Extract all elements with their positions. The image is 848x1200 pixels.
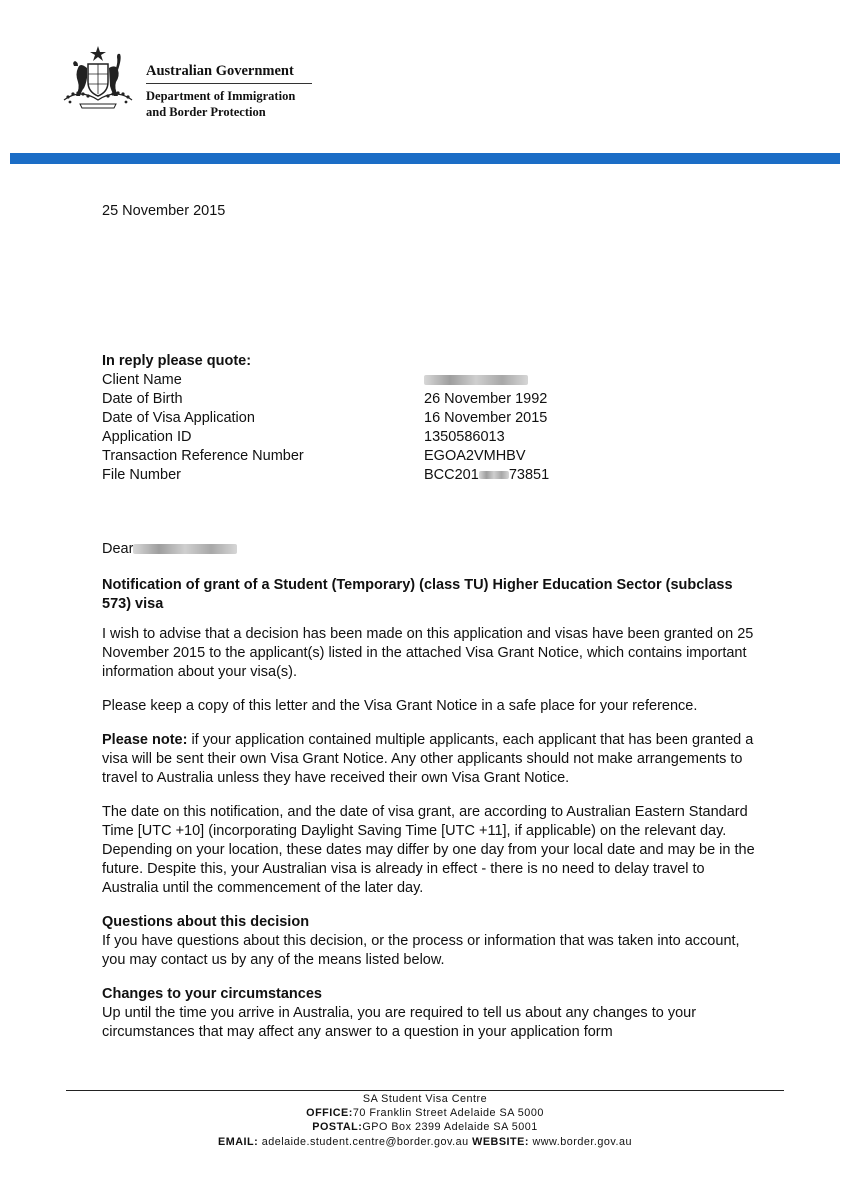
footer-office — [66, 1106, 784, 1120]
reference-row — [102, 466, 602, 485]
office-label: OFFICE: — [306, 1107, 353, 1120]
paragraph: Please keep a copy of this letter and the Visa Grant Notice in a safe place for your reference. — [102, 698, 698, 714]
reference-value — [424, 466, 549, 485]
paragraph: I wish to advise that a decision has been made on this application and visas have been granted on 25 November 2015 to the applicant(s) listed in the attached Visa Grant Notice, which contains important information about your visa(s). — [102, 626, 754, 680]
coat-of-arms-icon — [60, 44, 136, 110]
salutation-text: Dear — [102, 541, 134, 557]
paragraph: The date on this notification, and the date of visa grant, are according to Australian Eastern Standard Time [UTC +10] (incorporating Daylight Saving Time [UTC +11], if applicable) on the relevant day. Depending on your location, these dates may differ by one day from your local date and may be in the future. Despite this, your Australian visa is already in effect - there is no need to delay travel to Australia until the commencement of the later day. — [102, 804, 755, 896]
department-name-line1: Department of Immigration — [146, 89, 296, 103]
reference-value: 26 November 1992 — [424, 391, 548, 407]
section-heading: Questions about this decision — [102, 914, 310, 930]
reference-row — [102, 428, 602, 447]
section-text: If you have questions about this decision, or the process or information that was taken into account, you may contact us by any of the means listed below. — [102, 933, 740, 968]
reference-value: 16 November 2015 — [424, 410, 548, 426]
reference-label: Application ID — [102, 429, 192, 445]
reference-row — [102, 447, 602, 466]
section-text: Up until the time you arrive in Australia, you are required to tell us about any changes to your circumstances that may affect any answer to a question in your application form — [102, 1005, 697, 1040]
email-label: EMAIL: — [218, 1135, 259, 1148]
reference-label: File Number — [102, 467, 181, 483]
footer-centre: SA Student Visa Centre — [362, 1093, 488, 1105]
website-label: WEBSITE: — [472, 1135, 529, 1148]
reference-label: Date of Visa Application — [102, 410, 255, 426]
reference-label: Transaction Reference Number — [102, 448, 304, 464]
department-name-line2: and Border Protection — [146, 105, 266, 119]
file-number-suffix: 73851 — [508, 467, 550, 483]
note-text: if your application contained multiple applicants, each applicant that has been granted a visa will be sent their own Visa Grant Notice. Any other applicants should not make arrangements to travel to Australia unless they have received their own Visa Grant Notice. — [102, 732, 754, 786]
reference-value: 1350586013 — [424, 429, 505, 445]
postal-label: POSTAL: — [312, 1121, 363, 1134]
reference-label: Client Name — [102, 372, 182, 388]
letter-subject: Notification of grant of a Student (Temporary) (class TU) Higher Education Sector (subclass 573) visa — [102, 577, 733, 612]
section-changes — [102, 985, 762, 1042]
salutation — [102, 541, 237, 557]
reference-heading: In reply please quote: — [102, 353, 252, 369]
letter-date: 25 November 2015 — [102, 203, 226, 219]
footer — [66, 1092, 784, 1149]
header-band — [10, 153, 840, 164]
reference-value-redacted — [424, 371, 528, 390]
agency-heading — [146, 62, 312, 120]
note-paragraph — [102, 731, 762, 788]
section-questions — [102, 913, 762, 970]
footer-divider — [66, 1090, 784, 1091]
reference-value: EGOA2VMHBV — [424, 448, 526, 464]
reference-row — [102, 409, 602, 428]
footer-postal — [66, 1120, 784, 1134]
letter-body — [102, 576, 762, 1057]
agency-divider — [146, 83, 312, 84]
website-value: www.border.gov.au — [528, 1135, 632, 1148]
reference-row — [102, 390, 602, 409]
reference-label: Date of Birth — [102, 391, 183, 407]
section-heading: Changes to your circumstances — [102, 986, 322, 1002]
email-value: adelaide.student.centre@border.gov.au — [258, 1135, 473, 1148]
government-name: Australian Government — [146, 63, 294, 79]
postal-value: GPO Box 2399 Adelaide SA 5001 — [362, 1121, 538, 1134]
footer-contact — [66, 1135, 784, 1149]
office-value: 70 Franklin Street Adelaide SA 5000 — [352, 1107, 544, 1120]
file-number-prefix: BCC201 — [424, 467, 479, 483]
note-label: Please note: — [102, 732, 188, 748]
reference-row — [102, 371, 602, 390]
reference-block — [102, 352, 602, 485]
